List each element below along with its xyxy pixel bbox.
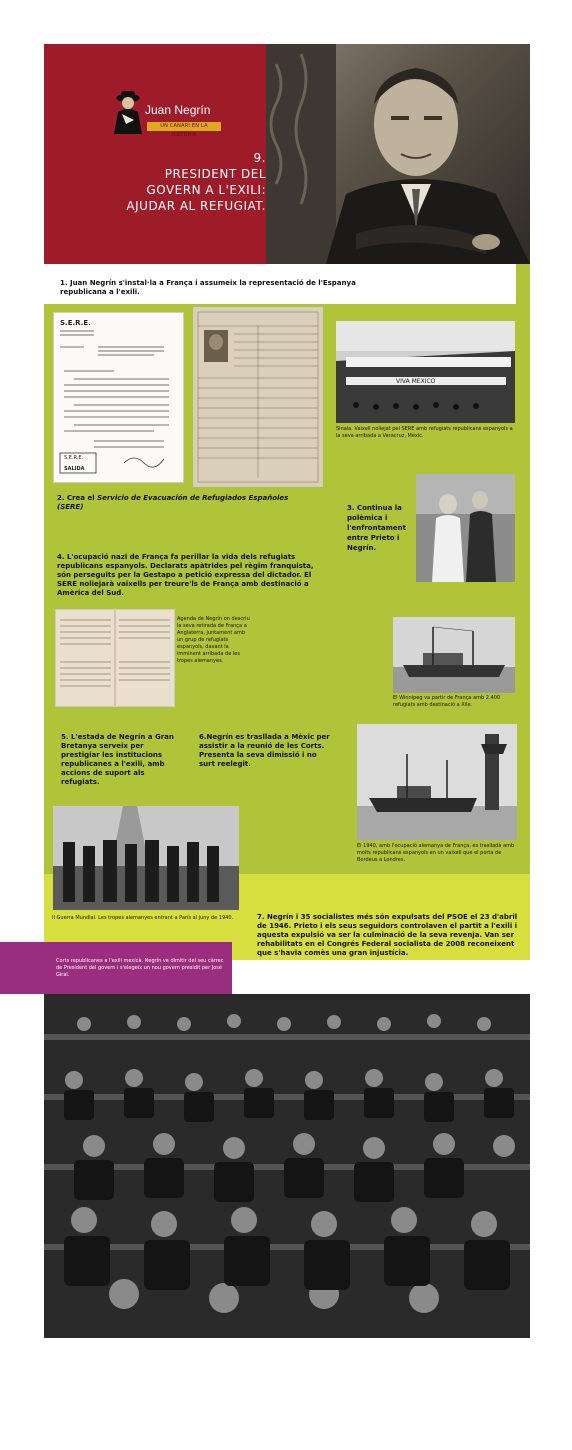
- sere-stamp-label: SALIDA: [64, 466, 85, 472]
- logo-tagline: UN CANARI EN LA HISTÒRIA: [147, 122, 221, 131]
- caption-ship-1940: El 1940, amb l'ocupació alemanya de França, es traslladà amb molts republicans espanyols en un vaixell que el porta de Bordeus a Londres.: [357, 843, 515, 863]
- sinaia-ship-photo: [336, 321, 515, 423]
- caption-corts: Corts republicanes a l'exili mexicà. Negrín va dimitir del seu càrrec de President del govern i s'elegeix un nou govern presidit per José Giral.: [56, 958, 224, 978]
- negrin-portrait-photo: [266, 44, 530, 264]
- negrin-agenda-document: [55, 609, 175, 707]
- negrin-silhouette-icon: [108, 86, 148, 134]
- prieto-negrin-photo: [416, 474, 515, 582]
- title-line-3: AJUDAR AL REFUGIAT.: [126, 199, 266, 213]
- section-2-prefix: 2. Crea el: [57, 494, 98, 502]
- ship-banner-text: VIVA MEXICO: [396, 378, 436, 385]
- corts-assembly-photo: [44, 994, 530, 1338]
- caption-winnipeg: El Winnipeg va partir de França amb 2.400 refugiats amb destinació a Xile.: [393, 695, 501, 708]
- title-line-2: GOVERN A L'EXILI:: [146, 183, 266, 197]
- section-7-text: 7. Negrín i 35 socialistes més són expulsats del PSOE el 23 d'abril de 1946. Prieto i els seus seguidors controlaven el partit a l'exili i aquesta expulsió va ser la culminació de la seva revenja. Van ser rehabilitats en el Congrés Federal socialista de 2008 reconeixent que s'havia comès una gran injustícia.: [257, 913, 518, 957]
- caption-paris: II Guerra Mundial. Les tropes alemanyes entrant a París al juny de 1940.: [52, 915, 234, 921]
- sere-registration-form: [193, 307, 323, 487]
- section-2-text: [57, 494, 317, 512]
- section-5-text: 5. L'estada de Negrín a Gran Bretanya serveix per prestigiar les institucions republicanes a l'exili, amb accions de suport als refugiats.: [61, 733, 174, 786]
- section-3-text: 3. Continua la polèmica i l'enfrontament entre Prieto i Negrín.: [347, 504, 407, 552]
- caption-agenda: Agenda de Negrín on descriu la seva retirada de França a Anglaterra, juntament amb un grup de refugiats espanyols, davant la imminent arribada de les tropes alemanyes.: [177, 616, 250, 664]
- section-6-text: 6.Negrín es trasllada a Mèxic per assistir a la reunió de les Corts. Presenta la seva dimissió i no surt reelegit.: [199, 733, 330, 768]
- ship-1940-photo: [357, 724, 517, 840]
- sere-stamp-title: S.E.R.E.: [64, 455, 84, 461]
- sere-letter-header: S.E.R.E.: [60, 319, 91, 327]
- paris-troops-photo: [53, 806, 239, 910]
- winnipeg-ship-photo: [393, 617, 515, 693]
- section-1-text: 1. Juan Negrín s'instal·la a França i assumeix la representació de l'Espanya republicana a l'exili.: [60, 279, 356, 296]
- page-title: [66, 150, 266, 214]
- section-4-text: 4. L'ocupació nazi de França fa perillar la vida dels refugiats republicans espanyols. Declarats apàtrides pel règim franquista, són perseguits per la Gestapo a petició expressa del dictador. El SERE noliejarà vaixells per treure'ls de França amb destinació a Amèrica del Sud.: [57, 553, 314, 597]
- title-line-1: PRESIDENT DEL: [164, 167, 266, 181]
- logo-name: Juan Negrín: [145, 103, 211, 117]
- sere-letter-document: [53, 312, 184, 483]
- section-2-italic: Servicio de Evacuación de Refugiados Españoles (SERE): [57, 494, 289, 511]
- caption-sinaia: Sinaia. Vaixell noliejat pel SERE amb refugiats republicans espanyols a la seva arribada a Veracruz, Mèxic.: [336, 426, 513, 439]
- title-number: 9.: [253, 151, 266, 165]
